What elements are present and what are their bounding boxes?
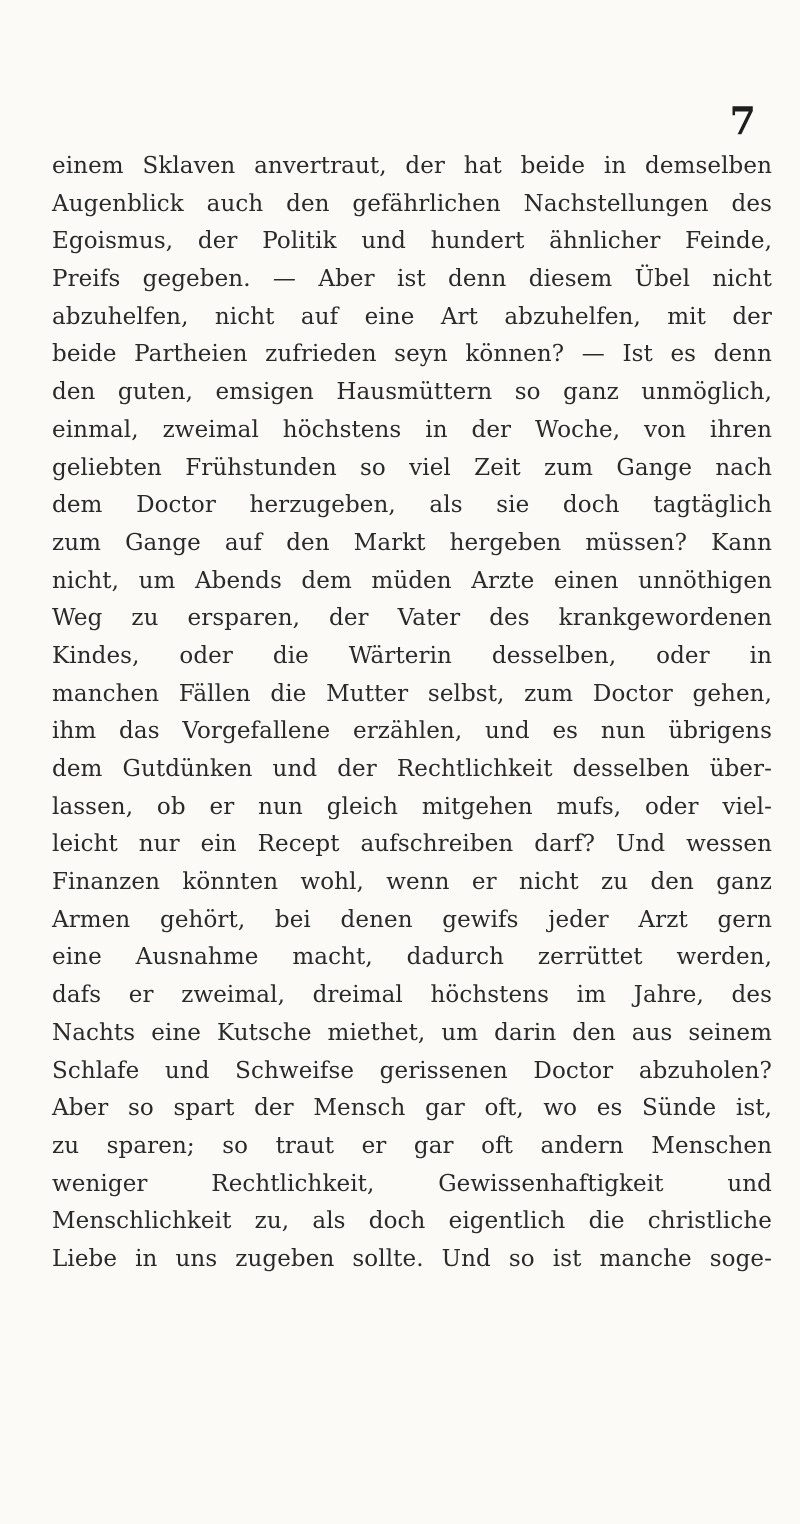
text-line: weniger Rechtlichkeit, Gewissenhaftigkeit und: [52, 1170, 772, 1197]
text-line: dem Gutdünken und der Rechtlichkeit desselben über-: [52, 756, 772, 782]
text-line: einem Sklaven anvertraut, der hat beide in demselben: [52, 153, 772, 179]
text-line: beide Partheien zufrieden seyn können? — Ist es denn: [52, 341, 772, 368]
text-line: nicht, um Abends dem müden Arzte einen unnöthigen: [52, 567, 772, 594]
text-line: zum Gange auf den Markt hergeben müssen? Kann: [52, 529, 772, 556]
text-line: einmal, zweimal höchstens in der Woche, von ihren: [52, 416, 772, 443]
text-line: Nachts eine Kutsche miethet, um darin den aus seinem: [52, 1019, 772, 1046]
text-line: manchen Fällen die Mutter selbst, zum Doctor gehen,: [52, 680, 772, 707]
text-line: Liebe in uns zugeben sollte. Und so ist manche soge-: [52, 1245, 772, 1272]
text-line: Augenblick auch den gefährlichen Nachstellungen des: [52, 190, 772, 217]
text-line: Menschlichkeit zu, als doch eigentlich die christliche: [52, 1208, 772, 1235]
text-line: Finanzen könnten wohl, wenn er nicht zu den ganz: [52, 869, 772, 896]
text-line: dem Doctor herzugeben, als sie doch tagtäglich: [52, 492, 772, 519]
page-number: 7: [729, 98, 756, 143]
text-line: ihm das Vorgefallene erzählen, und es nun übrigens: [52, 718, 772, 745]
text-line: abzuhelfen, nicht auf eine Art abzuhelfen, mit der: [52, 303, 772, 330]
text-line: lassen, ob er nun gleich mitgehen mufs, oder viel-: [52, 793, 772, 820]
text-line: leicht nur ein Recept aufschreiben darf? Und wessen: [52, 831, 772, 858]
text-line: geliebten Frühstunden so viel Zeit zum Gange nach: [52, 454, 772, 481]
text-line: Kindes, oder die Wärterin desselben, oder in: [52, 642, 772, 669]
text-line: Egoismus, der Politik und hundert ähnlicher Feinde,: [52, 228, 772, 255]
text-line: Preifs gegeben. — Aber ist denn diesem Übel nicht: [52, 266, 772, 293]
text-line: Schlafe und Schweifse gerissenen Doctor abzuholen?: [52, 1057, 772, 1084]
text-line: Aber so spart der Mensch gar oft, wo es Sünde ist,: [52, 1095, 772, 1122]
body-text: [52, 148, 772, 1279]
text-line: eine Ausnahme macht, dadurch zerrüttet werden,: [52, 944, 772, 971]
text-line: Armen gehört, bei denen gewifs jeder Arzt gern: [52, 906, 772, 933]
text-line: den guten, emsigen Hausmüttern so ganz unmöglich,: [52, 379, 772, 406]
text-line: zu sparen; so traut er gar oft andern Menschen: [52, 1132, 772, 1159]
text-line: Weg zu ersparen, der Vater des krankgewordenen: [52, 605, 772, 632]
text-line: dafs er zweimal, dreimal höchstens im Jahre, des: [52, 982, 772, 1009]
